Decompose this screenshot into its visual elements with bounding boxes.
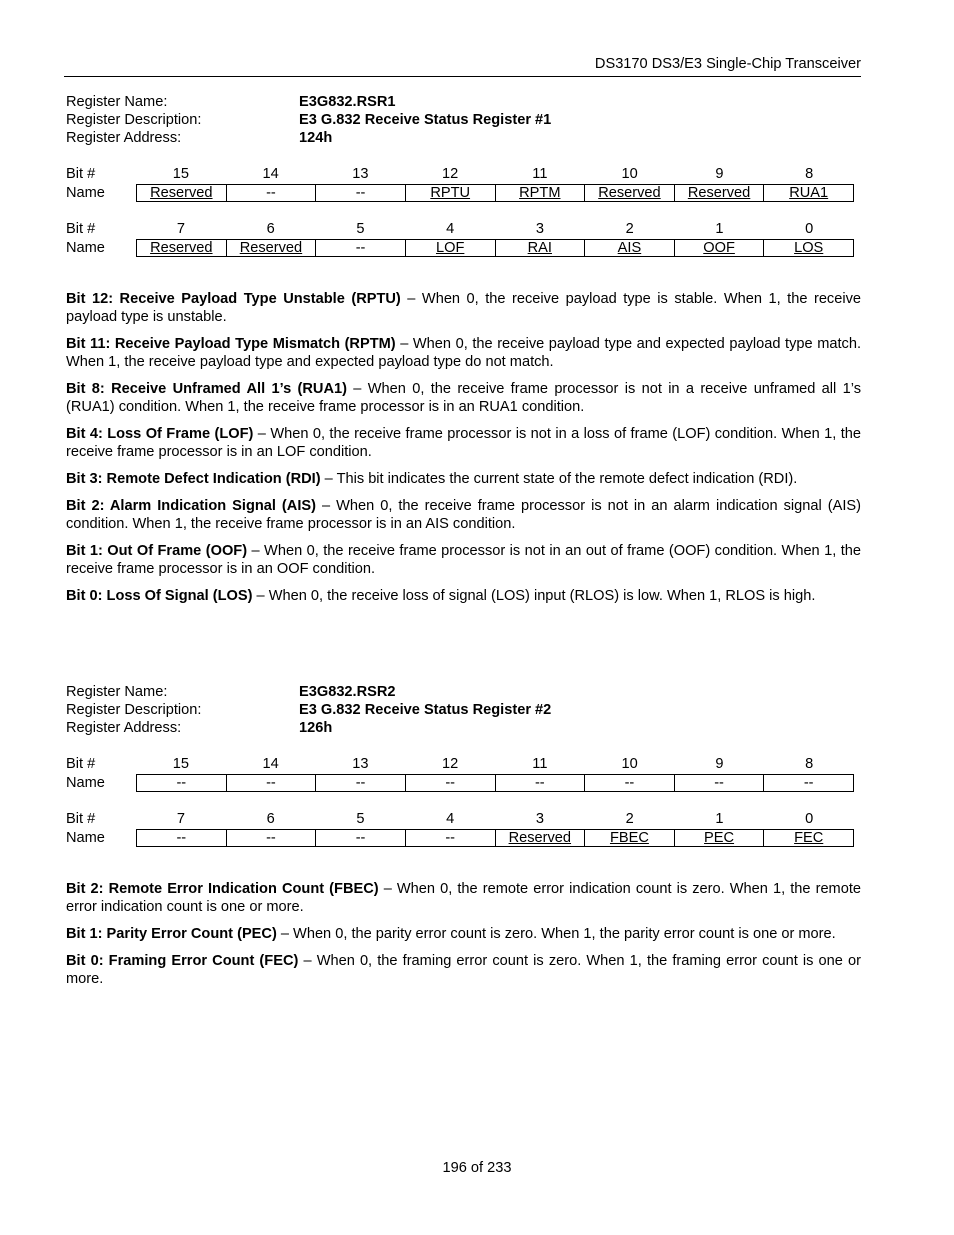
bit-description <box>66 380 861 416</box>
register-rsr2-meta <box>66 683 861 737</box>
bit-description <box>66 470 861 488</box>
bit-number: 5 <box>356 811 365 827</box>
bit-number: 4 <box>446 811 455 827</box>
bit-number-label: Bit # <box>66 221 96 237</box>
bit-number: 9 <box>715 756 724 772</box>
bit-name-cell: Reserved <box>584 185 674 201</box>
bit-description-text: – When 0, the receive frame processor is not in an out of frame (OOF) condition. When 1, the receive frame processor is in an OOF condition. <box>66 543 861 577</box>
bit-name-cell: AIS <box>584 240 674 256</box>
bit-name-cell: LOF <box>405 240 495 256</box>
bit-description-heading: Bit 2: Remote Error Indication Count (FBEC) <box>66 881 379 897</box>
bit-name-cell: -- <box>226 830 316 846</box>
bit-name-cell: -- <box>315 775 405 791</box>
bit-name-cell: -- <box>315 240 405 256</box>
bit-number: 7 <box>176 221 185 237</box>
bit-number-row <box>136 220 854 238</box>
bit-description <box>66 587 861 605</box>
bit-number: 0 <box>805 221 814 237</box>
register-name: E3G832.RSR1 <box>299 94 396 110</box>
bit-description-heading: Bit 11: Receive Payload Type Mismatch (RPTM) <box>66 336 396 352</box>
bit-description-text: – When 0, the framing error count is zero. When 1, the framing error count is one or more. <box>66 953 861 987</box>
bit-name-cell: RUA1 <box>763 185 853 201</box>
bit-description <box>66 425 861 461</box>
bit-number: 1 <box>715 221 724 237</box>
bit-name-cell: Reserved <box>150 240 213 256</box>
bit-name-cell: Reserved <box>495 830 585 846</box>
bit-description-heading: Bit 0: Framing Error Count (FEC) <box>66 953 299 969</box>
bit-name-cell: -- <box>584 775 674 791</box>
register-name: E3G832.RSR2 <box>299 684 396 700</box>
header-rule <box>64 76 861 77</box>
bit-description-heading: Bit 1: Out Of Frame (OOF) <box>66 543 248 559</box>
bit-number-row <box>136 755 854 773</box>
bit-description <box>66 542 861 578</box>
bit-number: 10 <box>621 756 638 772</box>
bit-name-cell: -- <box>176 830 187 846</box>
bit-name-cell: -- <box>405 830 495 846</box>
bit-name-label: Name <box>66 830 105 846</box>
bit-description-text: – When 0, the receive payload type and expected payload type match. When 1, the receive payload type and expected payload type do not match. <box>66 336 861 370</box>
bit-description-heading: Bit 1: Parity Error Count (PEC) <box>66 926 277 942</box>
bit-description-text: – When 0, the receive payload type is stable. When 1, the receive payload type is unstable. <box>66 291 861 325</box>
bit-name-label: Name <box>66 185 105 201</box>
bit-name-cell: Reserved <box>226 240 316 256</box>
bit-number-row <box>136 810 854 828</box>
bit-name-cell: -- <box>176 775 187 791</box>
register-address-label: Register Address: <box>66 130 182 146</box>
bit-number: 0 <box>805 811 814 827</box>
register-address: 126h <box>299 720 333 736</box>
bit-number: 2 <box>625 811 634 827</box>
bit-name-cell: FEC <box>763 830 853 846</box>
bit-description <box>66 952 861 988</box>
bit-name-row <box>136 829 854 847</box>
bit-name-cell: -- <box>315 830 405 846</box>
bit-description <box>66 925 861 943</box>
bit-name-label: Name <box>66 240 105 256</box>
bit-name-cell: PEC <box>674 830 764 846</box>
bit-number: 8 <box>805 166 814 182</box>
bit-number: 3 <box>535 221 544 237</box>
bit-description <box>66 880 861 916</box>
document-header-title: DS3170 DS3/E3 Single-Chip Transceiver <box>594 56 861 72</box>
bit-number: 8 <box>805 756 814 772</box>
bit-description <box>66 335 861 371</box>
bit-name-cell: RAI <box>495 240 585 256</box>
bit-name-label: Name <box>66 775 105 791</box>
bit-description-text: – When 0, the receive frame processor is not in a loss of frame (LOF) condition. When 1, the receive frame processor is in an LOF condition. <box>66 426 861 460</box>
bit-description-heading: Bit 12: Receive Payload Type Unstable (RPTU) <box>66 291 401 307</box>
register-description-label: Register Description: <box>66 112 202 128</box>
bit-name-cell: OOF <box>674 240 764 256</box>
bit-number: 13 <box>352 756 369 772</box>
bit-name-cell: -- <box>763 775 853 791</box>
bit-number: 2 <box>625 221 634 237</box>
register-description: E3 G.832 Receive Status Register #1 <box>299 112 552 128</box>
register-name-label: Register Name: <box>66 94 168 110</box>
register-description-label: Register Description: <box>66 702 202 718</box>
bit-description-heading: Bit 0: Loss Of Signal (LOS) <box>66 588 253 604</box>
bit-number: 7 <box>176 811 185 827</box>
bit-name-cell: Reserved <box>674 185 764 201</box>
bit-number: 15 <box>172 166 189 182</box>
register-rsr2-descriptions <box>66 880 861 997</box>
bit-number: 14 <box>262 756 279 772</box>
bit-description-text: – This bit indicates the current state of the remote defect indication (RDI). <box>320 471 798 487</box>
bit-description-heading: Bit 2: Alarm Indication Signal (AIS) <box>66 498 316 514</box>
register-name-label: Register Name: <box>66 684 168 700</box>
bit-number: 11 <box>532 166 548 182</box>
page-number: 196 of 233 <box>442 1160 512 1176</box>
bit-number: 4 <box>446 221 455 237</box>
bit-name-cell: -- <box>405 775 495 791</box>
bit-number: 1 <box>715 811 724 827</box>
bit-name-row <box>136 239 854 257</box>
bit-description-text: – When 0, the receive frame processor is not in an alarm indication signal (AIS) condition. When 1, the receive frame processor is in an AIS condition. <box>66 498 861 532</box>
bit-number-label: Bit # <box>66 811 96 827</box>
register-rsr1-descriptions <box>66 290 861 614</box>
bit-number: 10 <box>621 166 638 182</box>
bit-description-text: – When 0, the remote error indication count is zero. When 1, the remote error indication count is one or more. <box>66 881 862 915</box>
bit-number: 13 <box>352 166 369 182</box>
bit-number-row <box>136 165 854 183</box>
bit-name-cell: FBEC <box>584 830 674 846</box>
bit-name-cell: -- <box>495 775 585 791</box>
bit-description <box>66 497 861 533</box>
bit-description-heading: Bit 4: Loss Of Frame (LOF) <box>66 426 254 442</box>
bit-name-cell: -- <box>226 775 316 791</box>
bit-name-cell: LOS <box>763 240 853 256</box>
bit-number: 6 <box>266 221 275 237</box>
bit-description-heading: Bit 8: Receive Unframed All 1’s (RUA1) <box>66 381 347 397</box>
register-rsr1-meta <box>66 93 861 147</box>
bit-name-row <box>136 774 854 792</box>
bit-description <box>66 290 861 326</box>
bit-name-row <box>136 184 854 202</box>
bit-name-cell: RPTM <box>495 185 585 201</box>
bit-description-text: – When 0, the receive loss of signal (LOS) input (RLOS) is low. When 1, RLOS is high. <box>252 588 816 604</box>
bit-number: 6 <box>266 811 275 827</box>
bit-description-heading: Bit 3: Remote Defect Indication (RDI) <box>66 471 321 487</box>
bit-number: 12 <box>442 166 459 182</box>
bit-number: 11 <box>532 756 548 772</box>
bit-number: 5 <box>356 221 365 237</box>
bit-name-cell: -- <box>226 185 316 201</box>
bit-description-text: – When 0, the parity error count is zero. When 1, the parity error count is one or more. <box>276 926 836 942</box>
bit-number: 14 <box>262 166 279 182</box>
bit-number: 3 <box>535 811 544 827</box>
bit-description-text: – When 0, the receive frame processor is not in a receive unframed all 1’s (RUA1) condition. When 1, the receive frame processor is in an RUA1 condition. <box>66 381 861 415</box>
bit-name-cell: RPTU <box>405 185 495 201</box>
bit-number: 12 <box>442 756 459 772</box>
bit-number-label: Bit # <box>66 166 96 182</box>
bit-number-label: Bit # <box>66 756 96 772</box>
bit-number: 15 <box>172 756 189 772</box>
bit-name-cell: Reserved <box>150 185 213 201</box>
bit-name-cell: -- <box>315 185 405 201</box>
register-address: 124h <box>299 130 333 146</box>
bit-name-cell: -- <box>674 775 764 791</box>
register-address-label: Register Address: <box>66 720 182 736</box>
register-description: E3 G.832 Receive Status Register #2 <box>299 702 552 718</box>
bit-number: 9 <box>715 166 724 182</box>
